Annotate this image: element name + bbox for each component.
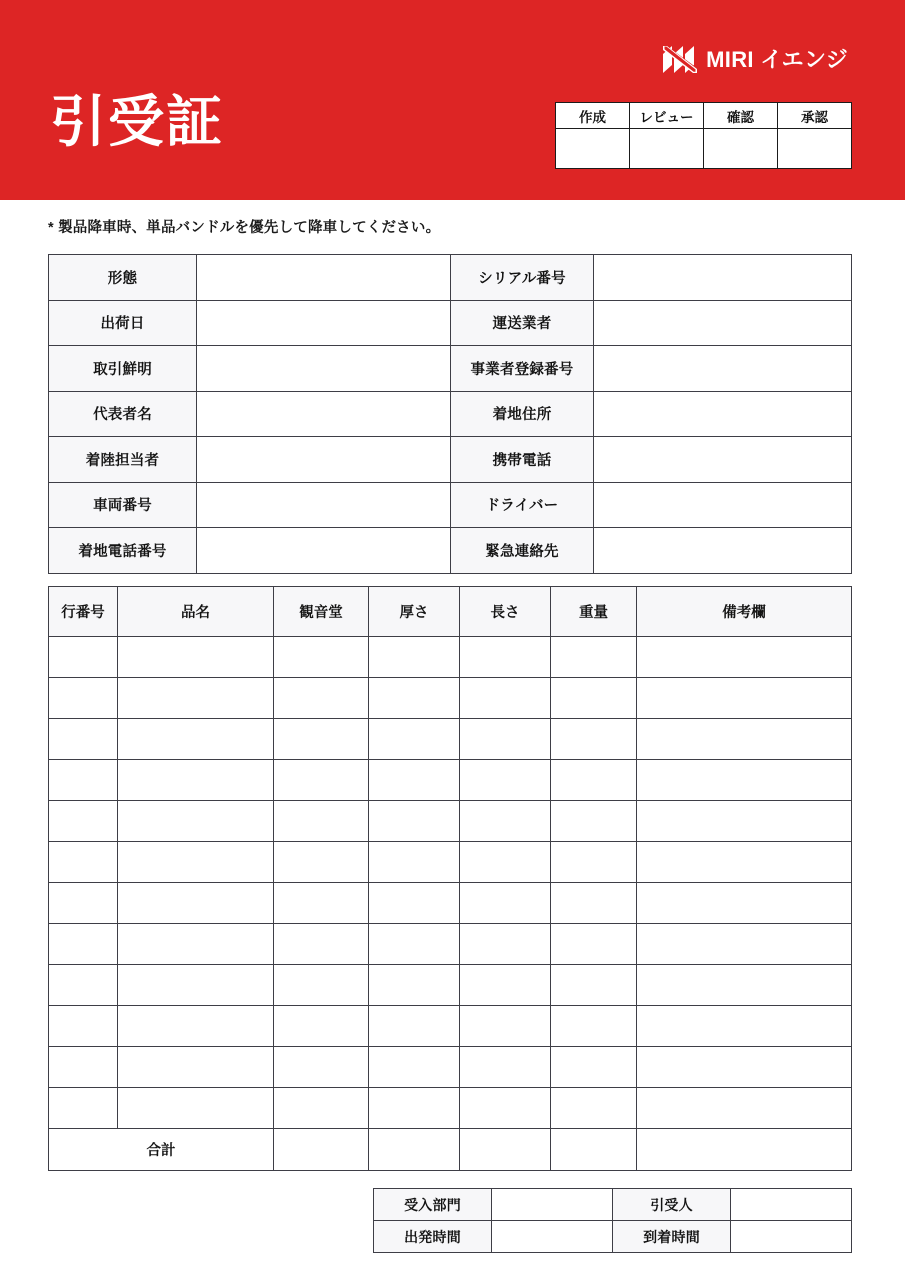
info-field-mobile-phone[interactable] bbox=[594, 437, 852, 483]
table-row bbox=[49, 678, 852, 719]
items-total-value-3[interactable] bbox=[551, 1129, 637, 1171]
table-row bbox=[49, 1006, 852, 1047]
items-cell-weight[interactable] bbox=[551, 1006, 637, 1047]
brand-logo bbox=[663, 46, 848, 73]
approval-col-approve: 承認 bbox=[778, 103, 852, 129]
items-cell-thickness[interactable] bbox=[369, 924, 460, 965]
items-cell-kannondo[interactable] bbox=[274, 965, 369, 1006]
items-total-label: 合計 bbox=[49, 1129, 274, 1171]
table-row bbox=[49, 801, 852, 842]
approval-field-approve[interactable] bbox=[778, 129, 852, 169]
approval-table bbox=[555, 102, 852, 169]
info-field-destination-address[interactable] bbox=[594, 391, 852, 437]
items-header-row bbox=[49, 587, 852, 637]
info-field-vehicle-number[interactable] bbox=[197, 482, 451, 528]
info-label-serial-number: シリアル番号 bbox=[451, 255, 594, 301]
info-label-unloading-person: 着陸担当者 bbox=[49, 437, 197, 483]
info-field-carrier[interactable] bbox=[594, 300, 852, 346]
items-cell-line-no[interactable] bbox=[49, 760, 118, 801]
bottom-field-receiving-dept[interactable] bbox=[492, 1189, 613, 1221]
items-cell-thickness[interactable] bbox=[369, 719, 460, 760]
info-label-destination-address: 着地住所 bbox=[451, 391, 594, 437]
items-cell-item-name[interactable] bbox=[118, 883, 274, 924]
table-row bbox=[374, 1221, 852, 1253]
shipment-info-table bbox=[48, 254, 852, 574]
items-cell-item-name[interactable] bbox=[118, 637, 274, 678]
items-cell-thickness[interactable] bbox=[369, 1088, 460, 1129]
items-cell-item-name[interactable] bbox=[118, 801, 274, 842]
items-cell-length[interactable] bbox=[460, 678, 551, 719]
items-body bbox=[49, 637, 852, 1171]
items-cell-remarks[interactable] bbox=[637, 1047, 852, 1088]
items-cell-item-name[interactable] bbox=[118, 1047, 274, 1088]
table-row bbox=[374, 1189, 852, 1221]
items-cell-weight[interactable] bbox=[551, 883, 637, 924]
table-row bbox=[49, 637, 852, 678]
items-cell-thickness[interactable] bbox=[369, 1006, 460, 1047]
items-col-thickness: 厚さ bbox=[369, 587, 460, 637]
items-cell-weight[interactable] bbox=[551, 678, 637, 719]
items-cell-weight[interactable] bbox=[551, 801, 637, 842]
items-cell-item-name[interactable] bbox=[118, 678, 274, 719]
approval-col-review: レビュー bbox=[630, 103, 704, 129]
approval-field-review[interactable] bbox=[630, 129, 704, 169]
approval-field-check[interactable] bbox=[704, 129, 778, 169]
bottom-label-departure-time: 出発時間 bbox=[374, 1221, 492, 1253]
items-total-value-2[interactable] bbox=[460, 1129, 551, 1171]
info-label-form: 形態 bbox=[49, 255, 197, 301]
items-col-remarks: 備考欄 bbox=[637, 587, 852, 637]
items-table bbox=[48, 586, 852, 1171]
items-cell-kannondo[interactable] bbox=[274, 1088, 369, 1129]
bottom-field-departure-time[interactable] bbox=[492, 1221, 613, 1253]
items-cell-weight[interactable] bbox=[551, 637, 637, 678]
items-cell-remarks[interactable] bbox=[637, 678, 852, 719]
bottom-label-arrival-time: 到着時間 bbox=[613, 1221, 731, 1253]
approval-col-create: 作成 bbox=[556, 103, 630, 129]
table-row bbox=[49, 965, 852, 1006]
items-cell-length[interactable] bbox=[460, 760, 551, 801]
items-cell-length[interactable] bbox=[460, 965, 551, 1006]
info-label-carrier: 運送業者 bbox=[451, 300, 594, 346]
items-cell-item-name[interactable] bbox=[118, 842, 274, 883]
items-cell-kannondo[interactable] bbox=[274, 1006, 369, 1047]
items-total-row bbox=[49, 1129, 852, 1171]
items-col-item-name: 品名 bbox=[118, 587, 274, 637]
table-row bbox=[49, 842, 852, 883]
info-label-business-reg-number: 事業者登録番号 bbox=[451, 346, 594, 392]
approval-value-row bbox=[556, 129, 852, 169]
info-label-transaction: 取引鮮明 bbox=[49, 346, 197, 392]
info-label-shipping-date: 出荷日 bbox=[49, 300, 197, 346]
items-cell-weight[interactable] bbox=[551, 842, 637, 883]
info-field-serial-number[interactable] bbox=[594, 255, 852, 301]
info-field-driver[interactable] bbox=[594, 482, 852, 528]
items-cell-thickness[interactable] bbox=[369, 801, 460, 842]
items-cell-remarks[interactable] bbox=[637, 760, 852, 801]
table-row bbox=[49, 883, 852, 924]
items-cell-remarks[interactable] bbox=[637, 883, 852, 924]
items-cell-line-no[interactable] bbox=[49, 965, 118, 1006]
items-cell-item-name[interactable] bbox=[118, 719, 274, 760]
approval-header-row bbox=[556, 103, 852, 129]
info-label-driver: ドライバー bbox=[451, 482, 594, 528]
page-title: 引受証 bbox=[50, 90, 224, 153]
items-cell-line-no[interactable] bbox=[49, 883, 118, 924]
items-cell-kannondo[interactable] bbox=[274, 801, 369, 842]
info-field-business-reg-number[interactable] bbox=[594, 346, 852, 392]
table-row bbox=[49, 437, 852, 483]
items-cell-kannondo[interactable] bbox=[274, 1047, 369, 1088]
info-label-vehicle-number: 車両番号 bbox=[49, 482, 197, 528]
items-cell-line-no[interactable] bbox=[49, 678, 118, 719]
items-cell-line-no[interactable] bbox=[49, 1088, 118, 1129]
info-field-unloading-person[interactable] bbox=[197, 437, 451, 483]
items-cell-thickness[interactable] bbox=[369, 842, 460, 883]
items-cell-remarks[interactable] bbox=[637, 801, 852, 842]
items-cell-item-name[interactable] bbox=[118, 1006, 274, 1047]
items-cell-item-name[interactable] bbox=[118, 924, 274, 965]
items-cell-weight[interactable] bbox=[551, 965, 637, 1006]
items-cell-remarks[interactable] bbox=[637, 1088, 852, 1129]
info-label-destination-phone: 着地電話番号 bbox=[49, 528, 197, 574]
table-row bbox=[49, 391, 852, 437]
table-row bbox=[49, 300, 852, 346]
items-cell-kannondo[interactable] bbox=[274, 842, 369, 883]
bottom-label-receiving-dept: 受入部門 bbox=[374, 1189, 492, 1221]
items-cell-kannondo[interactable] bbox=[274, 678, 369, 719]
table-row bbox=[49, 482, 852, 528]
items-cell-weight[interactable] bbox=[551, 1088, 637, 1129]
items-cell-item-name[interactable] bbox=[118, 1088, 274, 1129]
items-cell-thickness[interactable] bbox=[369, 883, 460, 924]
items-cell-length[interactable] bbox=[460, 719, 551, 760]
bottom-field-arrival-time[interactable] bbox=[731, 1221, 852, 1253]
items-cell-remarks[interactable] bbox=[637, 842, 852, 883]
table-row bbox=[49, 1047, 852, 1088]
info-label-representative: 代表者名 bbox=[49, 391, 197, 437]
items-cell-length[interactable] bbox=[460, 801, 551, 842]
items-cell-thickness[interactable] bbox=[369, 637, 460, 678]
items-cell-kannondo[interactable] bbox=[274, 637, 369, 678]
table-row bbox=[49, 346, 852, 392]
items-cell-length[interactable] bbox=[460, 1088, 551, 1129]
items-cell-weight[interactable] bbox=[551, 1047, 637, 1088]
items-total-value-0[interactable] bbox=[274, 1129, 369, 1171]
items-cell-thickness[interactable] bbox=[369, 760, 460, 801]
items-cell-kannondo[interactable] bbox=[274, 760, 369, 801]
items-cell-weight[interactable] bbox=[551, 924, 637, 965]
table-row bbox=[49, 760, 852, 801]
items-cell-weight[interactable] bbox=[551, 760, 637, 801]
brand-name: MIRI イエンジ bbox=[706, 46, 848, 72]
info-label-mobile-phone: 携帯電話 bbox=[451, 437, 594, 483]
items-total-value-1[interactable] bbox=[369, 1129, 460, 1171]
table-row bbox=[49, 719, 852, 760]
miri-logo-icon bbox=[663, 46, 697, 73]
items-cell-remarks[interactable] bbox=[637, 965, 852, 1006]
items-cell-item-name[interactable] bbox=[118, 760, 274, 801]
items-cell-length[interactable] bbox=[460, 842, 551, 883]
items-cell-line-no[interactable] bbox=[49, 801, 118, 842]
info-field-form[interactable] bbox=[197, 255, 451, 301]
table-row bbox=[49, 1088, 852, 1129]
info-field-emergency-contact[interactable] bbox=[594, 528, 852, 574]
items-cell-length[interactable] bbox=[460, 637, 551, 678]
approval-col-check: 確認 bbox=[704, 103, 778, 129]
items-cell-line-no[interactable] bbox=[49, 842, 118, 883]
items-cell-line-no[interactable] bbox=[49, 924, 118, 965]
items-total-value-4[interactable] bbox=[637, 1129, 852, 1171]
bottom-field-receiver[interactable] bbox=[731, 1189, 852, 1221]
items-cell-length[interactable] bbox=[460, 883, 551, 924]
items-cell-remarks[interactable] bbox=[637, 637, 852, 678]
items-col-weight: 重量 bbox=[551, 587, 637, 637]
table-row bbox=[49, 528, 852, 574]
items-cell-remarks[interactable] bbox=[637, 1006, 852, 1047]
table-row bbox=[49, 924, 852, 965]
info-label-emergency-contact: 緊急連絡先 bbox=[451, 528, 594, 574]
items-cell-thickness[interactable] bbox=[369, 965, 460, 1006]
info-field-representative[interactable] bbox=[197, 391, 451, 437]
items-cell-remarks[interactable] bbox=[637, 924, 852, 965]
table-row bbox=[49, 255, 852, 301]
handover-table bbox=[373, 1188, 852, 1253]
instruction-note: * 製品降車時、単品バンドルを優先して降車してください。 bbox=[48, 220, 441, 236]
items-cell-line-no[interactable] bbox=[49, 719, 118, 760]
items-cell-remarks[interactable] bbox=[637, 719, 852, 760]
bottom-label-receiver: 引受人 bbox=[613, 1189, 731, 1221]
items-cell-line-no[interactable] bbox=[49, 1047, 118, 1088]
items-cell-length[interactable] bbox=[460, 1047, 551, 1088]
items-col-kannondo: 観音堂 bbox=[274, 587, 369, 637]
items-col-line-no: 行番号 bbox=[49, 587, 118, 637]
items-cell-thickness[interactable] bbox=[369, 678, 460, 719]
items-cell-line-no[interactable] bbox=[49, 637, 118, 678]
info-field-transaction[interactable] bbox=[197, 346, 451, 392]
items-cell-item-name[interactable] bbox=[118, 965, 274, 1006]
items-cell-kannondo[interactable] bbox=[274, 719, 369, 760]
info-field-shipping-date[interactable] bbox=[197, 300, 451, 346]
items-cell-kannondo[interactable] bbox=[274, 924, 369, 965]
items-cell-kannondo[interactable] bbox=[274, 883, 369, 924]
items-cell-thickness[interactable] bbox=[369, 1047, 460, 1088]
items-col-length: 長さ bbox=[460, 587, 551, 637]
items-cell-length[interactable] bbox=[460, 1006, 551, 1047]
items-cell-weight[interactable] bbox=[551, 719, 637, 760]
approval-field-create[interactable] bbox=[556, 129, 630, 169]
info-field-destination-phone[interactable] bbox=[197, 528, 451, 574]
items-cell-line-no[interactable] bbox=[49, 1006, 118, 1047]
items-cell-length[interactable] bbox=[460, 924, 551, 965]
